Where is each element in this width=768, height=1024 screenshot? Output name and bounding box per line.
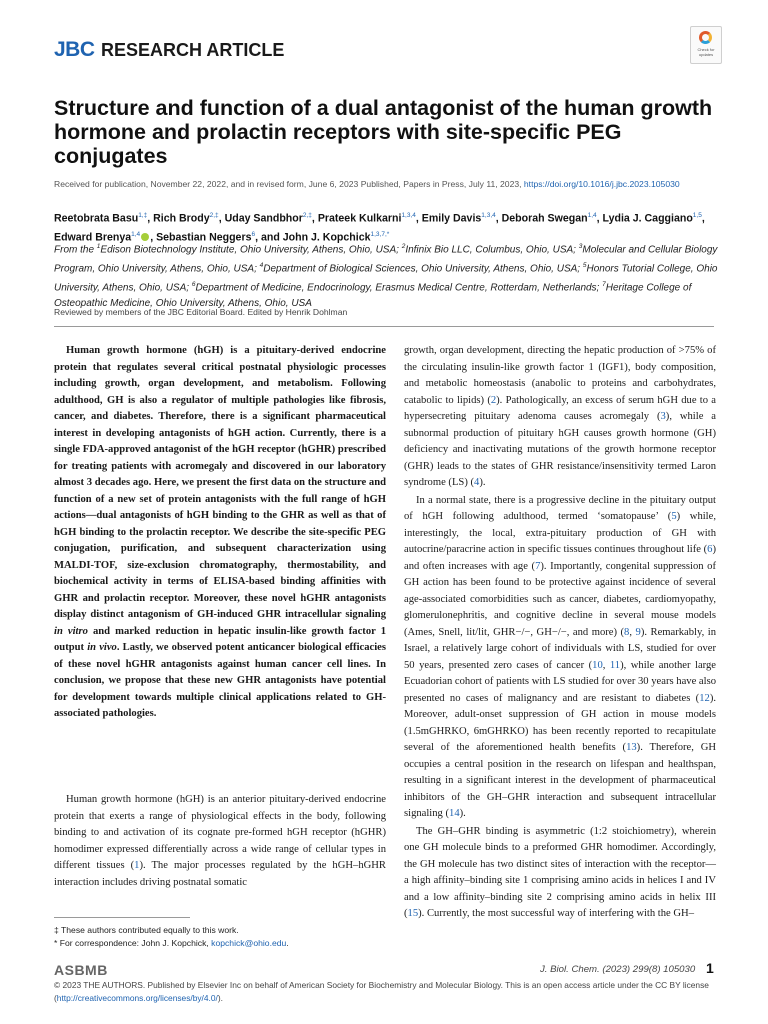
body-text: ). bbox=[479, 477, 486, 488]
body-text: ). The major processes regulated by the hGH–hGHR interaction includes driving postnatal somatic bbox=[54, 860, 386, 888]
footnote-correspondence bbox=[54, 937, 386, 950]
body-text: ). Remarkably, in Israel, a relatively large cohort of individuals with LS, studied for over 50 years, presented zero cases of cancer ( bbox=[404, 626, 716, 671]
citation-link[interactable]: 7 bbox=[535, 560, 541, 572]
affiliation-text: Infinix Bio LLC, Columbus, Ohio, USA; bbox=[405, 244, 579, 256]
affiliation-number: 1 bbox=[96, 243, 101, 250]
citation-link[interactable]: 10 bbox=[592, 659, 603, 671]
jbc-logo: JBC bbox=[54, 38, 95, 61]
publication-dates bbox=[54, 178, 714, 190]
body-text: , bbox=[629, 626, 636, 638]
affiliation-prefix: From the bbox=[54, 244, 97, 256]
body-text: ), while another large Ecuadorian cohort of patients with LS studied for over 30 years have also presented no cases of malignancy and are resistant to diabetes ( bbox=[404, 659, 717, 704]
body-text: The GH–GHR binding is asymmetric (1:2 stoichiometry), wherein one GH molecule binds to a preformed GHR homodimer. Accordingly, the GH molecule has two distinct sites of interaction with the receptor—a high affinity–binding site 1 comprising amino acids in helices I and IV and a low affinity–binding site 2 comprising amino acids in helix III ( bbox=[404, 825, 716, 919]
footnote-text: . bbox=[286, 938, 289, 948]
author-name[interactable]: Prateek Kulkarni bbox=[317, 212, 402, 225]
crossmark-icon bbox=[699, 31, 712, 44]
body-text: ). Therefore, GH occupies a central position in the research on lifespan and healthspan, resulting in a significant interest in the development of pharmaceutical inhibitors of the GH–GHR interaction and subsequent intracellular signaling ( bbox=[404, 742, 716, 819]
article-header bbox=[54, 38, 714, 64]
footnote-divider bbox=[54, 917, 190, 918]
body-text: ). Currently, the most successful way of interfering with the GH– bbox=[418, 908, 694, 919]
header-divider bbox=[54, 326, 714, 327]
author-sup: 1,4 bbox=[587, 212, 597, 219]
article-title: Structure and function of a dual antagonist of the human growth hormone and prolactin receptors with site-specific PEG conjugates bbox=[54, 96, 713, 168]
license-link[interactable]: http://creativecommons.org/licenses/by/4.0/ bbox=[56, 993, 218, 1003]
author-name[interactable]: Uday Sandbhor bbox=[224, 212, 303, 225]
citation-link[interactable]: 14 bbox=[449, 808, 460, 819]
license-text bbox=[54, 979, 718, 1005]
article-type-label: RESEARCH ARTICLE bbox=[101, 40, 285, 60]
affiliation-number: 5 bbox=[582, 262, 587, 270]
asbmb-logo: ASBMB bbox=[54, 962, 108, 978]
license-body: ). bbox=[217, 993, 223, 1003]
intro-paragraph bbox=[54, 792, 386, 891]
citation-link[interactable]: 11 bbox=[609, 659, 621, 671]
affiliation-text: Honors Tutorial College, Ohio University, Athens, Ohio, USA; bbox=[54, 263, 718, 294]
author-sup: 1,4 bbox=[131, 231, 141, 239]
citation-link[interactable]: 13 bbox=[626, 742, 637, 753]
citation-link[interactable]: 6 bbox=[707, 544, 713, 555]
body-text: ) and often increases with age ( bbox=[404, 544, 716, 572]
citation-link[interactable]: 3 bbox=[660, 411, 666, 422]
author-name[interactable]: Deborah Swegan bbox=[501, 212, 588, 225]
affiliation-text: Department of Medicine, Endocrinology, Erasmus Medical Centre, Rotterdam, Netherlands; bbox=[195, 282, 603, 294]
author-sup: 6 bbox=[251, 231, 256, 239]
citation-link[interactable]: 9 bbox=[635, 626, 641, 638]
affiliation-text: Molecular and Cellular Biology Program, Ohio University, Athens, Ohio, USA; bbox=[54, 244, 718, 275]
citation-link[interactable]: 12 bbox=[699, 692, 710, 704]
received-text: Received for publication, November 22, 2022, and in revised form, June 6, 2023 Published, Papers in Press, July 11, 2023, bbox=[54, 179, 522, 189]
body-text: ). Pathologically, an excess of serum hGH due to a hypersecreting pituitary adenoma causes acromegaly ( bbox=[404, 394, 716, 422]
author-sup: 1,3,4 bbox=[401, 212, 416, 219]
affiliation-number: 4 bbox=[259, 262, 264, 270]
footnotes bbox=[54, 924, 386, 950]
affiliation-text: Edison Biotechnology Institute, Ohio University, Athens, Ohio, USA; bbox=[100, 244, 402, 256]
right-column bbox=[404, 343, 716, 923]
author-sup: 2,‡ bbox=[209, 212, 219, 219]
citation-link[interactable]: 4 bbox=[474, 477, 480, 488]
author-name[interactable]: Sebastian Neggers bbox=[156, 231, 252, 244]
citation-link[interactable]: 15 bbox=[407, 908, 419, 919]
affiliation-number: 7 bbox=[602, 281, 606, 289]
affiliation-number: 6 bbox=[191, 281, 196, 289]
body-text: ). bbox=[459, 808, 466, 819]
abstract-italic: in vitro bbox=[54, 625, 88, 637]
body-text: In a normal state, there is a progressive decline in the pituitary output of hGH following adulthood, termed ‘somatopause’ ( bbox=[404, 494, 716, 522]
affiliations bbox=[54, 239, 718, 312]
doi-link[interactable]: https://doi.org/10.1016/j.jbc.2023.105030 bbox=[523, 179, 680, 189]
crossmark-text: Check for updates bbox=[697, 47, 715, 57]
body-text: growth, organ development, directing the hepatic production of >75% of the circulating insulin-like growth factor 1 (IGF1), body composition, and metabolic homeostasis (anabolic to proteins and carbohydrates, catabolic to lipids) ( bbox=[404, 345, 716, 406]
affiliation-number: 3 bbox=[578, 243, 583, 250]
footnote-text: * For correspondence: John J. Kopchick, bbox=[54, 938, 212, 948]
body-text: ). Importantly, congenital suppression of GH action has been found to be protective against incidence of several age-associated comorbidities such as cancer, diabetes, cardiomyopathy, glomerulonephritis, and cognitive decline in several mouse models (Ames, Snell, lit/lit, GHR−/−, GH−/−, and more) ( bbox=[404, 560, 716, 638]
affiliation-number: 2 bbox=[401, 243, 406, 250]
journal-citation: J. Biol. Chem. (2023) 299(8) 105030 bbox=[540, 964, 696, 975]
citation-link[interactable]: 8 bbox=[624, 626, 630, 638]
body-text: Human growth hormone (hGH) is an anterior pituitary-derived endocrine protein that exerts a range of physiological effects in the body, following binding to and activation of its cognate pre-formed hGH receptor (hGHR) homodimer expressed differentially across a wide range of cellular types in different tissues ( bbox=[54, 794, 386, 871]
license-body: © 2023 THE AUTHORS. Published by Elsevier Inc on behalf of American Society for Biochemistry and Molecular Biology. This is an open access article under the CC BY license ( bbox=[54, 980, 709, 1003]
citation-link[interactable]: 2 bbox=[490, 394, 497, 406]
email-link[interactable]: kopchick@ohio.edu bbox=[211, 938, 287, 948]
body-text: ), while a subnormal production of pituitary hGH causes growth hormone (GH) deficiency and inactivating mutations of the growth hormone receptor (GHR) leads to the states of GHR resistance/insensitivity termed Laron syndrome (LS) ( bbox=[404, 411, 716, 488]
abstract-text: . Lastly, we observed potent anticancer biological efficacies of these novel hGHR antagonists against human cancer cell lines. In conclusion, we propose that these new GHR antagonists have potential for development towards multiple clinical applications related to GH-associated pathologies. bbox=[54, 642, 386, 719]
abstract-text: and marked reduction in hepatic insulin-like growth factor 1 output bbox=[54, 625, 387, 653]
author-name[interactable]: Edward Brenya bbox=[54, 231, 132, 244]
author-name[interactable]: Emily Davis bbox=[421, 212, 482, 225]
author-name[interactable]: Rich Brody bbox=[153, 212, 210, 225]
author-name[interactable]: Lydia J. Caggiano bbox=[602, 212, 693, 225]
author-list: Reetobrata Basu$^{1,\ddagger}$, Rich Brody$^{2,\ddagger}$, Uday Sandbhor$^{2,\ddagger}$, Prateek Kulkarni$^{1,3,4}$, Emily Davis$^{1,3,4}$, Deborah Swegan$^{1,4}$, Lydia J. Caggiano$^{1,5}$, Edward Brenya$^{1,4}$ , Sebastian Neggers$^6$, and John J. Kopchick$^{1,3,7,*}$ bbox=[54, 212, 705, 244]
abstract-italic: in vivo bbox=[87, 642, 117, 653]
body-text: , bbox=[602, 659, 610, 671]
affiliation-text: Department of Biological Sciences, Ohio University, Athens, Ohio, USA; bbox=[263, 263, 583, 275]
citation-link[interactable]: 1 bbox=[134, 860, 140, 871]
author-name[interactable]: Reetobrata Basu bbox=[54, 212, 139, 225]
author-sup: 1,‡ bbox=[138, 212, 148, 219]
crossmark-badge[interactable] bbox=[690, 26, 722, 64]
author-sup: 1,5 bbox=[692, 212, 702, 219]
body-text: ) while, interestingly, the local, extra-pituitary production of GH with autocrine/paracrine action in specific tissues continues throughout life ( bbox=[404, 511, 716, 555]
author-name[interactable]: John J. Kopchick bbox=[282, 231, 371, 244]
abstract bbox=[54, 343, 386, 723]
page-number: 1 bbox=[706, 960, 714, 976]
body-text: ). Moreover, adult-onset suppression of GH action in mouse models (1.5mGHRKO, 6mGHRKO) has been recently reported to recapitulate several of the aforementioned health benefits ( bbox=[404, 692, 716, 753]
author-sup: 1,3,4 bbox=[481, 212, 496, 219]
abstract-text: Human growth hormone (hGH) is a pituitary-derived endocrine protein that regulates several critical postnatal physiologic processes including growth, organ development, and metabolism. Following adulthood, GH is also a regulator of multiple pathologies like fibrosis, cancer, and diabetes. Therefore, there is a significant pharmaceutical interest in developing antagonists of hGH action. Currently, there is a single FDA-approved antagonist of the hGH receptor (hGHR) prescribed for treating patients with acromegaly and discovered in our laboratory almost 3 decades ago. Here, we present the first data on the structure and function of a new set of protein antagonists with the full range of hGH actions—dual antagonists of hGH binding to the GHR as well as that of hGH binding to the prolactin receptor. We describe the site-specific PEG conjugation, purification, and subsequent characterization using MALDI-TOF, size-exclusion chromatography, thermostability, and biochemical activity in terms of ELISA-based binding affinities with GHR and prolactin receptor. Moreover, these novel hGHR antagonists display distinct antagonism of GH-induced GHR intracellular signaling bbox=[54, 345, 386, 620]
editorial-note: Reviewed by members of the JBC Editorial Board. Edited by Henrik Dohlman bbox=[54, 307, 348, 317]
footnote-equal-contribution: ‡ These authors contributed equally to this work. bbox=[54, 925, 239, 935]
author-sup: 1,3,7,* bbox=[370, 231, 390, 239]
citation-link[interactable]: 5 bbox=[671, 511, 677, 522]
author-sup: 2,‡ bbox=[302, 212, 312, 219]
affiliation-text: Heritage College of Osteopathic Medicine, Ohio University, Athens, Ohio, USA bbox=[54, 282, 692, 310]
